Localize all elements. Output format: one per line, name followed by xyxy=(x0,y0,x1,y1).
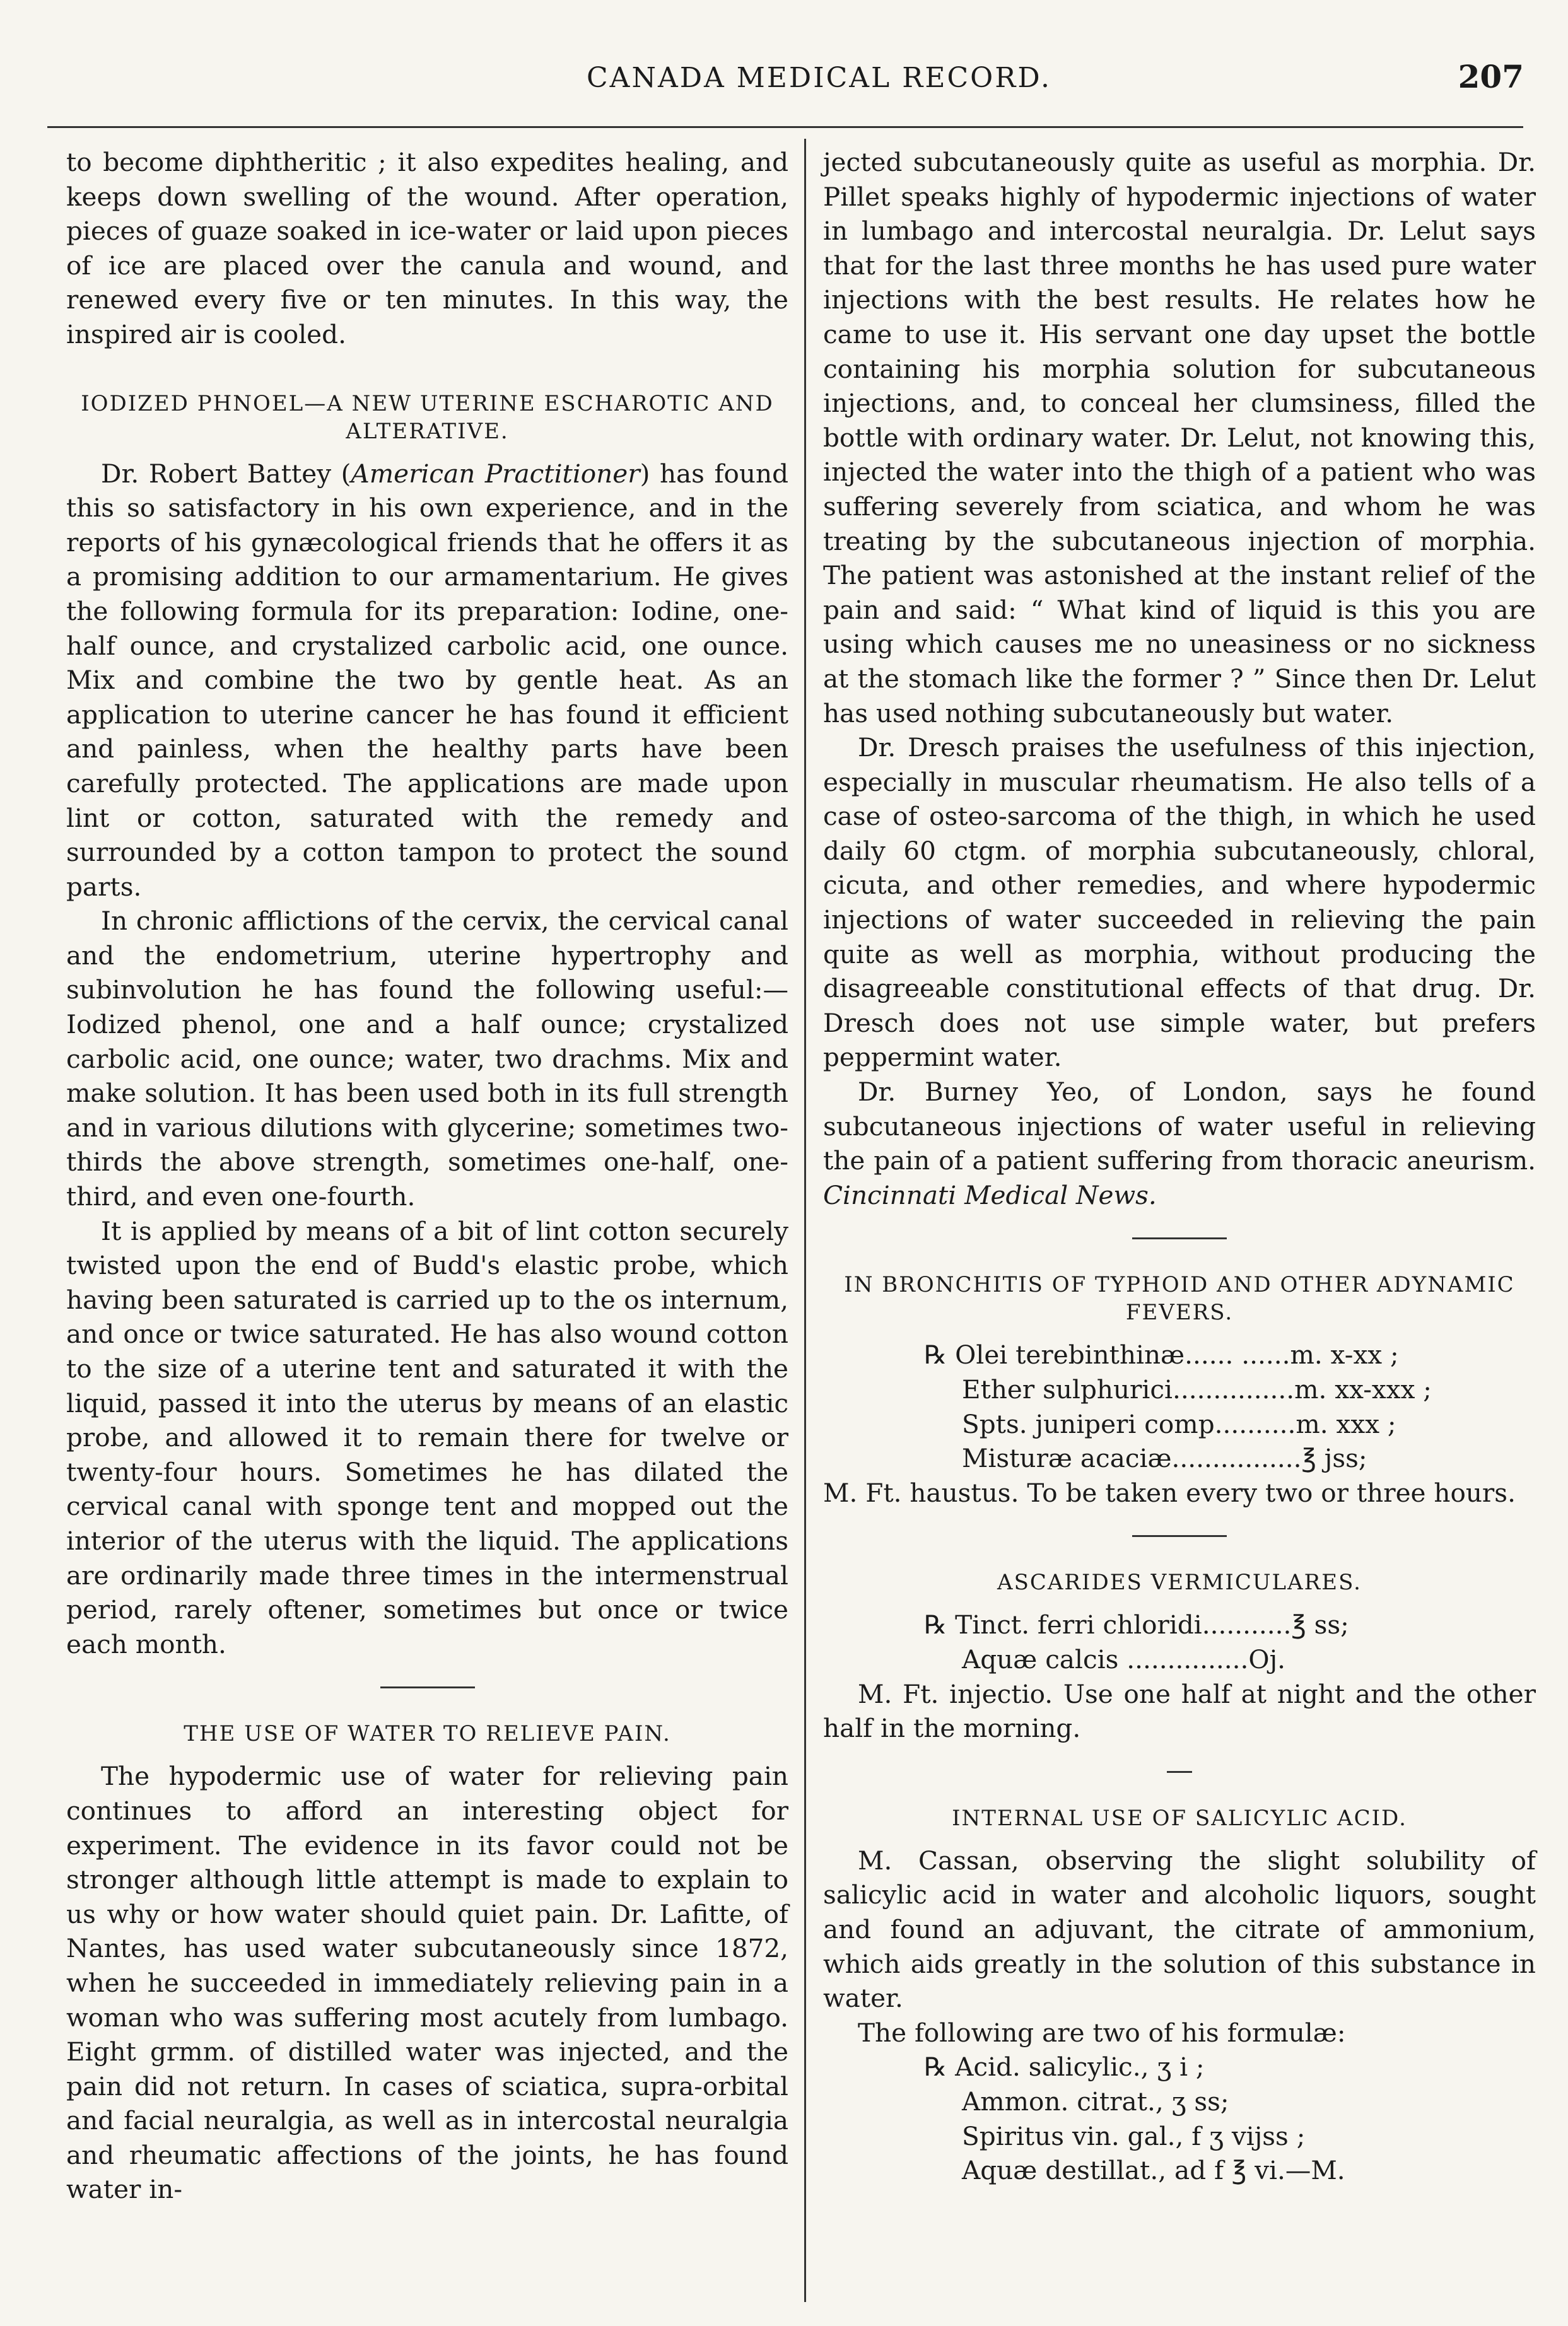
prescription-line: ℞ Tinct. ferri chloridi...........℥ ss; xyxy=(924,1610,1349,1640)
section-divider xyxy=(1132,1237,1227,1239)
paragraph: Dr. Dresch praises the usefulness of this injection, especially in muscular rheumatism. He also tells of a case of osteo-sarcoma of the thigh, in which he used daily 60 ctgm. of morphia subcutaneously, chloral, cicuta, and other remedies, and where hypodermic injections of water succeeded in relieving the pain quite as well as morphia, without producing the disagreeable constitutional effects of that drug. Dr. Dresch does not use simple water, but prefers peppermint water. xyxy=(823,732,1536,1073)
paragraph: The hypodermic use of water for relieving pain continues to afford an interesting object for experiment. The evidence in its favor could not be stronger although little attempt is made to explain to us why or how water should quiet pain. Dr. Lafitte, of Nantes, has used water subcutaneously since 1872, when he succeeded in immediately relieving pain in a woman who was suffering most acutely from lumbago. Eight grmm. of distilled water was injected, and the pain did not return. In cases of sciatica, supra-orbital and facial neuralgia, as well as in intercostal neuralgia and rheumatic affections of the joints, he has found water in- xyxy=(66,1761,788,2205)
paragraph: M. Cassan, observing the slight solubility of salicylic acid in water and alcoholic liquors, sought and found an adjuvant, the citrate of ammonium, which aids greatly in the solution of this substance in water. xyxy=(823,1845,1536,2014)
section-heading: IODIZED PHNOEL—A NEW UTERINE ESCHAROTIC AND ALTERATIVE. xyxy=(81,390,774,444)
section-divider xyxy=(380,1686,475,1688)
section-heading: ASCARIDES VERMICULARES. xyxy=(997,1570,1362,1596)
prescription-line: Misturæ acaciæ................℥ jss; xyxy=(962,1443,1367,1474)
prescription-line: Aquæ destillat., ad f ℥ vi.—M. xyxy=(962,2155,1345,2186)
prescription-line: Spiritus vin. gal., f ʒ vijss ; xyxy=(962,2120,1306,2151)
paragraph: The following are two of his formulæ: xyxy=(858,2017,1346,2048)
section-heading: THE USE OF WATER TO RELIEVE PAIN. xyxy=(184,1721,671,1747)
prescription-direction: M. Ft. haustus. To be taken every two or three hours. xyxy=(823,1477,1516,1508)
section-heading: IN BRONCHITIS OF TYPHOID AND OTHER ADYNAMIC FEVERS. xyxy=(844,1272,1515,1326)
prescription-line: ℞ Acid. salicylic., ʒ i ; xyxy=(924,2052,1205,2083)
section-heading: INTERNAL USE OF SALICYLIC ACID. xyxy=(952,1805,1407,1831)
right-column xyxy=(823,145,1536,2188)
prescription xyxy=(924,1608,1536,1676)
prescription-direction: M. Ft. injectio. Use one half at night and the other half in the morning. xyxy=(823,1678,1536,1744)
page-number: 207 xyxy=(1458,58,1524,95)
journal-title: CANADA MEDICAL RECORD. xyxy=(587,62,1052,94)
source-citation: Cincinnati Medical News. xyxy=(823,1179,1157,1210)
paragraph: Dr. Robert Battey (American Practitioner) has found this so satisfactory in his own experience, and in the reports of his gynæcological friends that he offers it as a promising addition to our armamentarium. He gives the following formula for its preparation: Iodine, one-half ounce, and crystalized carbolic acid, one ounce. Mix and combine the two by gentle heat. As an application to uterine cancer he has found it efficient and painless, when the healthy parts have been carefully protected. The applications are made upon lint or cotton, saturated with the remedy and surrounded by a cotton tampon to protect the sound parts. xyxy=(66,458,788,902)
paragraph: jected subcutaneously quite as useful as morphia. Dr. Pillet speaks highly of hypodermic injections of water in lumbago and intercostal neuralgia. Dr. Lelut says that for the last three months he has used pure water injections with the best results. He relates how he came to use it. His servant one day upset the bottle containing his morphia solution for subcutaneous injections, and, to conceal her clumsiness, filled the bottle with ordinary water. Dr. Lelut, not knowing this, injected the water into the thigh of a patient who was suffering severely from sciatica, and whom he was treating by the subcutaneous injection of morphia. The patient was astonished at the instant relief of the pain and said: “ What kind of liquid is this you are using which causes me no uneasiness or no sickness at the stomach like the former ? ” Since then Dr. Lelut has used nothing subcutaneously but water. xyxy=(823,147,1536,728)
paragraph: Dr. Burney Yeo, of London, says he found subcutaneous injections of water useful in relieving the pain of a patient suffering from thoracic aneurism. Cincinnati Medical News. xyxy=(823,1077,1536,1210)
paragraph: In chronic afflictions of the cervix, the cervical canal and the endometrium, uterine hypertrophy and subinvolution he has found the following useful:—Iodized phenol, one and a half ounce; crystalized carbolic acid, one ounce; water, two drachms. Mix and make solution. It has been used both in its full strength and in various dilutions with glycerine; sometimes two-thirds the above strength, sometimes one-half, one-third, and even one-fourth. xyxy=(66,906,788,1212)
paragraph: to become diphtheritic ; it also expedites healing, and keeps down swelling of the wound. After operation, pieces of guaze soaked in ice-water or laid upon pieces of ice are placed over the canula and wound, and renewed every five or ten minutes. In this way, the inspired air is cooled. xyxy=(66,147,788,349)
paragraph: It is applied by means of a bit of lint cotton securely twisted upon the end of Budd's elastic probe, which having been saturated is carried up to the os internum, and once or twice saturated. He has also wound cotton to the size of a uterine tent and saturated it with the liquid, passed it into the uterus by means of an elastic probe, and allowed it to remain there for twelve or twenty-four hours. Sometimes he has dilated the cervical canal with sponge tent and mopped out the interior of the uterus with the liquid. The applications are ordinarily made three times in the intermenstrual period, rarely oftener, sometimes but once or twice each month. xyxy=(66,1215,788,1659)
prescription xyxy=(924,1338,1536,1475)
source-citation: American Practitioner xyxy=(351,458,640,489)
prescription xyxy=(924,2050,1536,2187)
section-divider xyxy=(1132,1535,1227,1537)
prescription-line: ℞ Olei terebinthinæ...... ......m. x-xx ; xyxy=(924,1340,1399,1370)
header-rule xyxy=(47,126,1523,128)
prescription-line: Ether sulphurici...............m. xx-xxx ; xyxy=(962,1374,1432,1405)
left-column xyxy=(66,145,788,2207)
column-divider xyxy=(804,139,806,2302)
prescription-line: Ammon. citrat., ʒ ss; xyxy=(962,2086,1229,2117)
running-head xyxy=(0,56,1568,106)
section-divider xyxy=(1167,1771,1192,1773)
prescription-line: Aquæ calcis ...............Oj. xyxy=(962,1644,1286,1674)
prescription-line: Spts. juniperi comp..........m. xxx ; xyxy=(962,1408,1396,1439)
